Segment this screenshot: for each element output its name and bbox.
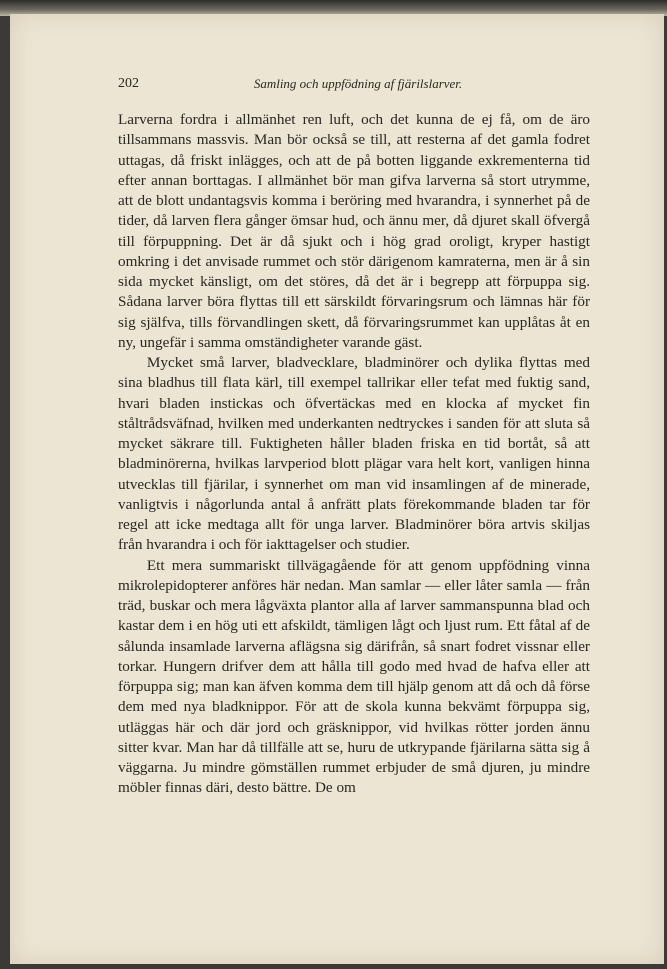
paragraph-2: Mycket små larver, bladvecklare, bladminörer och dylika flyttas med sina bladhus till flata kärl, till exempel tallrikar eller tefat med fuktig sand, hvari bladen instickas och öfvertäckas med en klocka af mycket fin ståltrådsväfnad, hvilken med underkanten nedtryckes i sanden för att sluta så mycket säkrare till. Fuktigheten håller bladen friska en tid bortåt, så att bladminörerna, hvilkas larvperiod blott plägar vara helt kort, vanligen hinna utvecklas till fjärilar, i synnerhet om man vid insamlingen af de minerade, vanligtvis i någorlunda antal å anfrätt plats förekommande bladen tar för regel att icke medtaga allt för unga larver. Bladminörer böra artvis skiljas från hvarandra i och för iakttagelser och studier. — [118, 354, 590, 554]
running-title: Samling och uppfödning af fjärilslarver. — [253, 76, 463, 91]
body-text — [118, 110, 590, 799]
paragraph-3: Ett mera summariskt tillvägagående för att genom uppfödning vinna mikrolepidopterer anföres här nedan. Man samlar — eller låter samla — från träd, buskar och mera lågväxta plantor alla af larver sammanspunna blad och kastar dem i en hög uti ett afskildt, tämligen lågt och ljust rum. Ett fåtal af de sålunda insamlade larverna aflägsna sig därifrån, så snart fodret vissnar eller torkar. Hungern drifver dem att hålla till godo med hvad de hafva eller att förpuppa sig; man kan äfven komma dem till hjälp genom att då och då förse dem med nya bladknippor. För att de skola kunna bekvämt förpuppa sig, utläggas här och där jord och gräsknippor, vid hvilkas rötter jorden ännu sitter kvar. Man har då tillfälle att se, huru de utkrypande fjärilarna sätta sig å väggarna. Ju mindre gömställen rummet erbjuder de små djuren, ju mindre möbler finnas däri, desto bättre. De om — [118, 556, 590, 797]
page-header — [118, 76, 598, 96]
paragraph-1: Larverna fordra i allmänhet ren luft, och det kunna de ej få, om de äro tillsammans massvis. Man bör också se till, att resterna af det gamla fodret uttagas, då friskt inlägges, och att de på botten liggande exkrementerna tid efter annan borttagas. I allmänhet bör man gifva larverna så stort utrymme, att de blott undantagsvis komma i beröring med hvarandra, i synnerhet på de tider, då larven flera gånger ömsar hud, och ännu mer, då djuret skall öfvergå till förpuppning. Det är då sjukt och i hög grad oroligt, kryper hastigt omkring i det anvisade rummet och stör därigenom kamraterna, men är å sin sida mycket känsligt, om det störes, då det är i begrepp att förpuppa sig. Sådana larver böra flyttas till ett särskildt förvaringsrum och lämnas här för sig själfva, tills förvandlingen skett, då förvaringsrummet kan upplåtas åt en ny, ungefär i samma omständigheter varande gäst. — [118, 111, 590, 351]
page-number: 202 — [118, 76, 139, 91]
